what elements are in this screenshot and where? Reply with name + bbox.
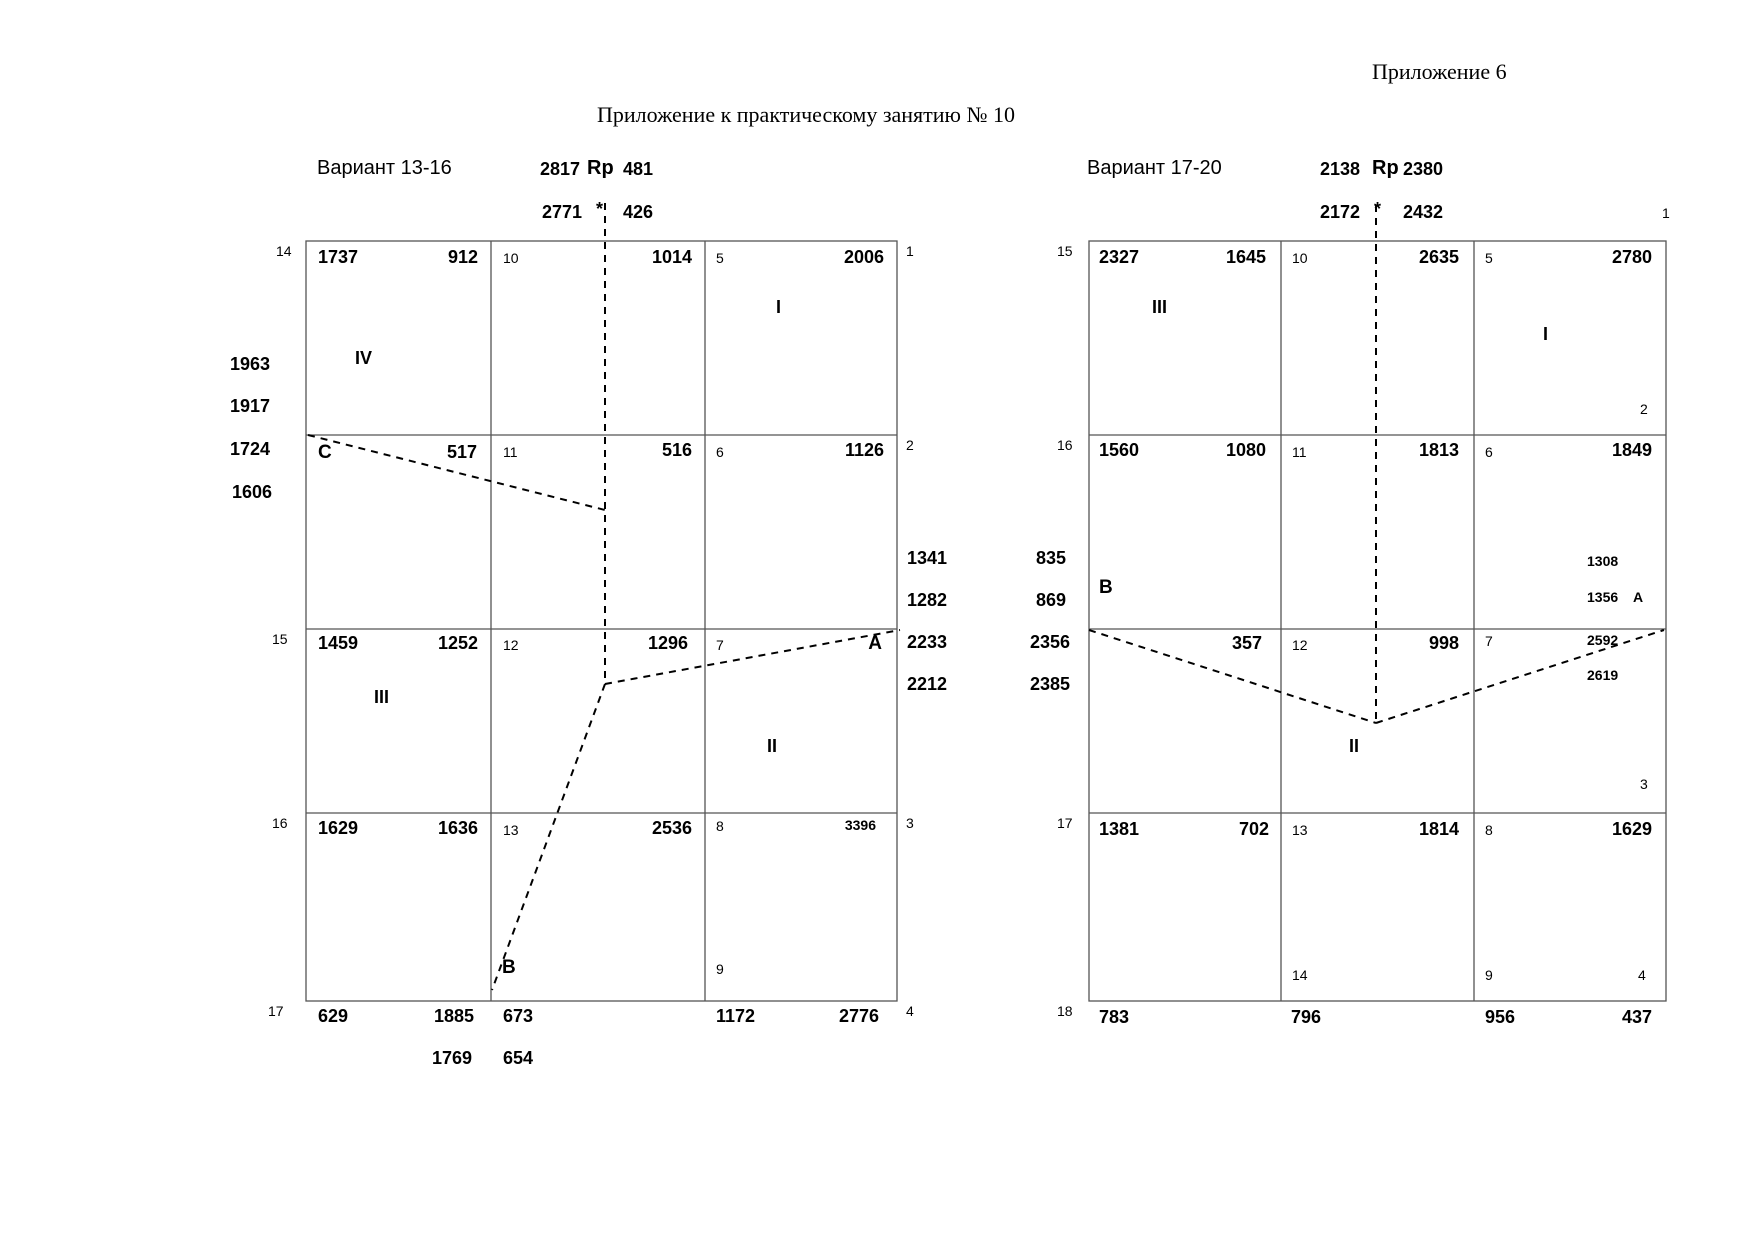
outside-left-value: 1963 (230, 354, 271, 374)
cell-number: 9 (1485, 967, 1493, 983)
left-side-number: 16 (1057, 437, 1073, 453)
cell-value: 3396 (844, 817, 876, 833)
left-side-number: 17 (1057, 815, 1073, 831)
left-boundary-dashes (308, 203, 900, 990)
bottom-value: 956 (1485, 1007, 1516, 1027)
section-label: IV (355, 348, 373, 368)
cell-number: 13 (503, 822, 519, 838)
cell-value: 1629 (1611, 819, 1652, 839)
right-grid (1089, 241, 1666, 1001)
cell-value: 2635 (1418, 247, 1459, 267)
left-side-number: 16 (272, 815, 288, 831)
appendix-number: Приложение 6 (1372, 59, 1507, 84)
cell-value: 517 (446, 442, 477, 462)
cell-value: 1629 (318, 818, 359, 838)
cell-number: 11 (503, 444, 518, 460)
cell-value: 1459 (318, 633, 359, 653)
cell-value: 912 (447, 247, 478, 267)
cell-value: 1560 (1099, 440, 1140, 460)
cell-number: 9 (716, 961, 724, 977)
outside-right-value: 1282 (907, 590, 948, 610)
outside-right-value: 2385 (1030, 674, 1071, 694)
point-c-label: C (318, 442, 332, 463)
section-label: III (1152, 297, 1168, 317)
cell-value: 1080 (1225, 440, 1266, 460)
outside-right-value: 2356 (1030, 632, 1071, 652)
inner-value: 1356 (1587, 589, 1619, 605)
cell-number: 12 (1292, 637, 1308, 653)
left-grid (306, 241, 897, 1001)
point-b-label: B (1099, 577, 1113, 598)
inner-value: 1308 (1587, 553, 1619, 569)
left-side-number: 15 (1057, 243, 1073, 259)
cell-number: 14 (1292, 967, 1308, 983)
bottom-value: 1172 (716, 1006, 756, 1026)
cell-number: 11 (1292, 444, 1307, 460)
left-side-number: 17 (268, 1003, 284, 1019)
cell-value: 998 (1428, 633, 1459, 653)
section-label: I (776, 297, 782, 317)
left-side-number: 14 (276, 243, 292, 259)
cell-value: 516 (661, 440, 692, 460)
rp-left-star: * (596, 199, 604, 219)
cell-value: 2536 (651, 818, 692, 838)
cell-number: 5 (1485, 250, 1493, 266)
outside-left-value: 1724 (230, 439, 271, 459)
outside-left-value: 1917 (230, 396, 271, 416)
rp-right-star: * (1374, 199, 1382, 219)
point-a-label: A (868, 633, 882, 654)
variant-right-label: Вариант 17-20 (1087, 157, 1222, 179)
rp-right-label: Rp (1372, 157, 1399, 179)
bottom-value: 673 (503, 1006, 534, 1026)
right-side-number: 3 (906, 815, 914, 831)
right-boundary-dashes (1089, 202, 1664, 723)
cell-value: 1645 (1225, 247, 1266, 267)
left-side-number: 18 (1057, 1003, 1073, 1019)
cell-value: 1813 (1418, 440, 1459, 460)
corner-number: 4 (1638, 967, 1646, 983)
bottom-value: 796 (1291, 1007, 1322, 1027)
rp-left-top-left: 2817 (540, 159, 581, 179)
right-side-number: 1 (906, 243, 914, 259)
cell-number: 6 (716, 444, 724, 460)
section-label: III (374, 687, 390, 707)
page-title: Приложение к практическому занятию № 10 (597, 102, 1015, 127)
cell-number: 7 (1485, 633, 1493, 649)
right-side-number: 4 (906, 1003, 914, 1019)
cell-value: 702 (1238, 819, 1269, 839)
rp-left-bottom-left: 2771 (542, 202, 583, 222)
corner-number: 3 (1640, 776, 1648, 792)
bottom-value: 2776 (839, 1006, 880, 1026)
cell-value: 1296 (647, 633, 688, 653)
cell-value: 1849 (1611, 440, 1652, 460)
cell-value: 1814 (1418, 819, 1459, 839)
inner-value: 2619 (1587, 667, 1619, 683)
right-side-number: 2 (906, 437, 914, 453)
rp-left-bottom-right: 426 (623, 202, 654, 222)
bottom-value: 437 (1621, 1007, 1652, 1027)
section-label: II (767, 736, 778, 756)
cell-number: 8 (1485, 822, 1493, 838)
outside-right-value: 869 (1036, 590, 1067, 610)
cell-value: 2327 (1099, 247, 1140, 267)
point-a-label: A (1633, 589, 1644, 605)
cell-number: 13 (1292, 822, 1308, 838)
bottom-value: 1769 (432, 1048, 473, 1068)
bottom-value: 783 (1099, 1007, 1130, 1027)
cell-number: 12 (503, 637, 519, 653)
cell-value: 1381 (1099, 819, 1140, 839)
rp-right-top-left: 2138 (1320, 159, 1361, 179)
rp-left-top-right: 481 (623, 159, 654, 179)
cell-value: 1636 (437, 818, 478, 838)
left-side-number: 15 (272, 631, 288, 647)
bottom-value: 1885 (434, 1006, 475, 1026)
rp-right-top-right: 2380 (1403, 159, 1444, 179)
point-b-label: B (502, 957, 516, 978)
cell-value: 2780 (1611, 247, 1652, 267)
cell-number: 5 (716, 250, 724, 266)
outside-right-value: 835 (1036, 548, 1067, 568)
cell-value: 1126 (844, 440, 884, 460)
section-label: II (1349, 736, 1360, 756)
outside-left-value: 1606 (232, 482, 273, 502)
variant-left-label: Вариант 13-16 (317, 157, 452, 179)
corner-number: 2 (1640, 401, 1648, 417)
rp-right-bottom-right: 2432 (1403, 202, 1444, 222)
cell-number: 6 (1485, 444, 1493, 460)
cell-value: 1014 (651, 247, 692, 267)
rp-left-label: Rp (587, 157, 614, 179)
cell-value: 2006 (843, 247, 884, 267)
outside-right-value: 1341 (907, 548, 948, 568)
cell-number: 8 (716, 818, 724, 834)
rp-right-bottom-left: 2172 (1320, 202, 1361, 222)
bottom-value: 654 (503, 1048, 534, 1068)
cell-value: 1252 (437, 633, 478, 653)
inner-value: 2592 (1587, 632, 1619, 648)
cell-number: 10 (503, 250, 519, 266)
outside-right-value: 2212 (907, 674, 948, 694)
cell-number: 7 (716, 637, 724, 653)
section-label: I (1543, 324, 1549, 344)
cell-number: 10 (1292, 250, 1308, 266)
bottom-value: 629 (318, 1006, 349, 1026)
outside-right-value: 2233 (907, 632, 948, 652)
cell-value: 1737 (318, 247, 359, 267)
corner-number: 1 (1662, 205, 1670, 221)
cell-value: 357 (1231, 633, 1262, 653)
